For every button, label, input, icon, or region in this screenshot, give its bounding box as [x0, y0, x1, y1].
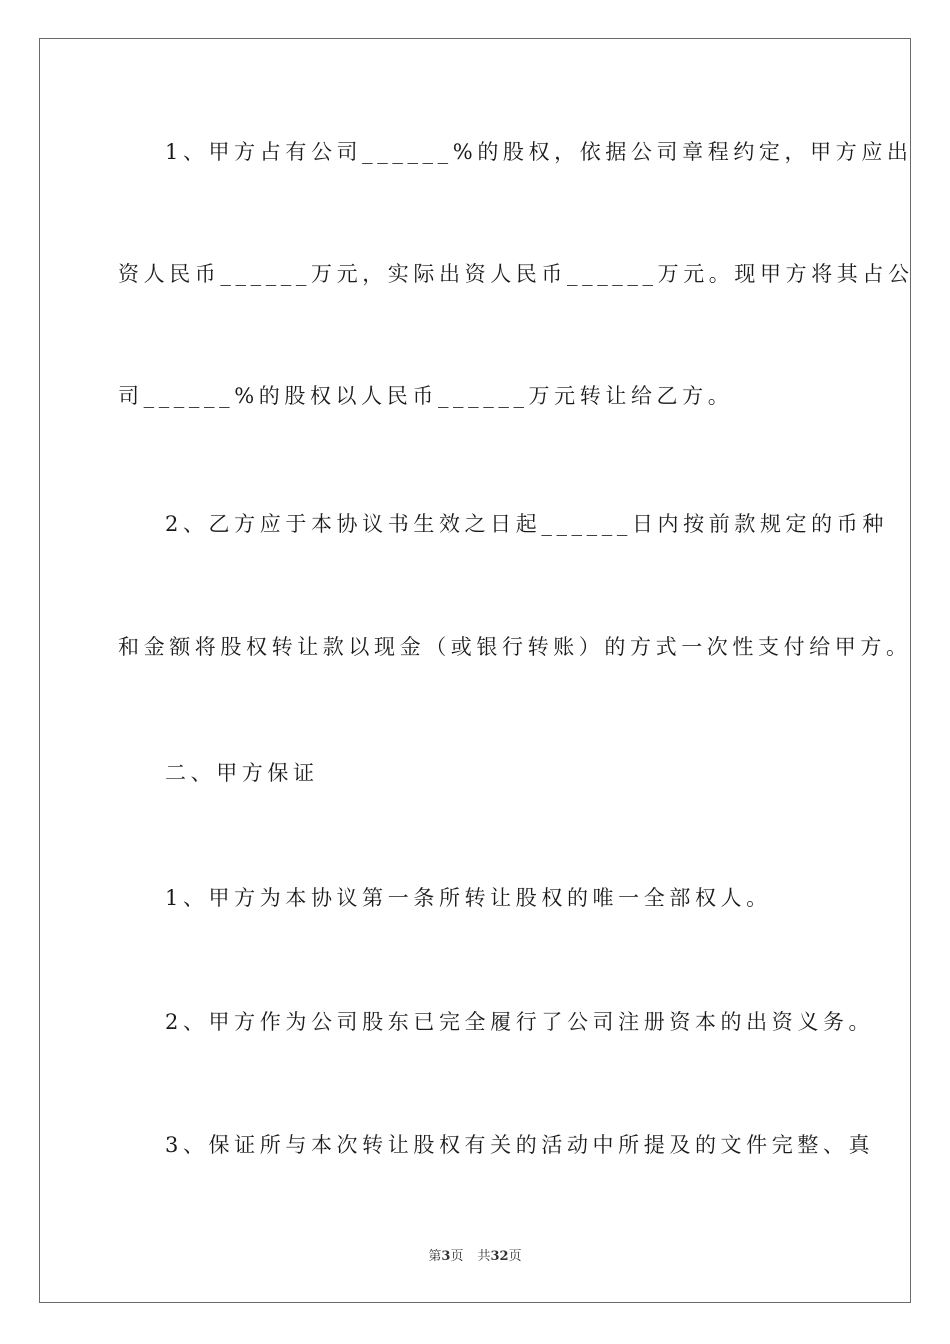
- paragraph-line-3: 司______%的股权以人民币______万元转让给乙方。: [118, 384, 734, 408]
- page-current: 3: [441, 1249, 451, 1264]
- page-total: 32: [490, 1249, 509, 1264]
- paragraph-line-8: 3、保证所与本次转让股权有关的活动中所提及的文件完整、真: [165, 1133, 875, 1157]
- page-prefix: 第: [428, 1249, 442, 1264]
- paragraph-line-7: 2、甲方作为公司股东已完全履行了公司注册资本的出资义务。: [165, 1010, 875, 1034]
- page-footer: [0, 1245, 950, 1264]
- paragraph-line-1: 1、甲方占有公司______%的股权，依据公司章程约定，甲方应出: [165, 140, 913, 164]
- page-suffix: 页: [450, 1249, 464, 1264]
- paragraph-line-5: 和金额将股权转让款以现金（或银行转账）的方式一次性支付给甲方。: [118, 635, 912, 659]
- paragraph-line-4: 2、乙方应于本协议书生效之日起______日内按前款规定的币种: [165, 512, 888, 536]
- total-suffix: 页: [508, 1249, 522, 1264]
- paragraph-line-2: 资人民币______万元，实际出资人民币______万元。现甲方将其占公: [118, 262, 914, 286]
- page-frame: [39, 38, 914, 1303]
- section-heading: 二、甲方保证: [165, 761, 319, 785]
- total-prefix: 共: [477, 1249, 491, 1264]
- paragraph-line-6: 1、甲方为本协议第一条所转让股权的唯一全部权人。: [165, 886, 772, 910]
